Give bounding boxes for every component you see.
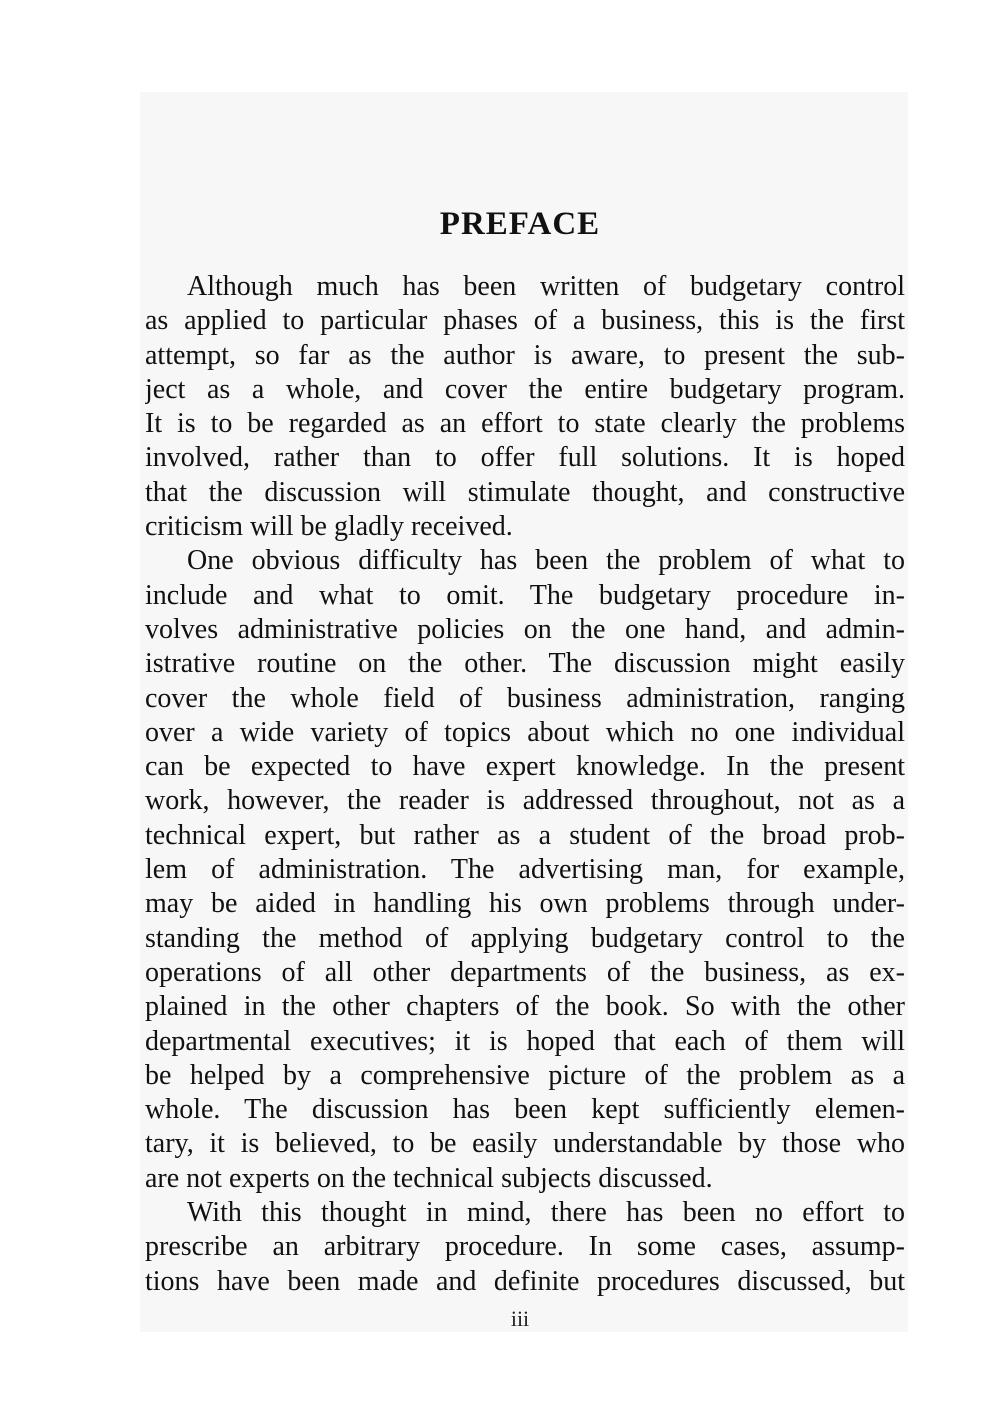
- text-line: attempt, so far as the author is aware, to present the sub-: [145, 339, 905, 371]
- text-line: that the discussion will stimulate thought, and constructive: [145, 476, 905, 508]
- text-line: istrative routine on the other. The discussion might easily: [145, 648, 905, 680]
- text-line: volves administrative policies on the one hand, and admin-: [145, 613, 905, 645]
- text-line: be helped by a comprehensive picture of the problem as a: [145, 1059, 905, 1091]
- text-line: Although much has been written of budgetary control: [187, 271, 905, 302]
- text-line: may be aided in handling his own problems through under-: [145, 888, 905, 920]
- text-line: tary, it is believed, to be easily understandable by those who: [145, 1128, 905, 1160]
- page-number: iii: [510, 1306, 530, 1331]
- text-line: plained in the other chapters of the book. So with the other: [145, 991, 905, 1023]
- paragraph-1: [145, 270, 905, 544]
- text-line: departmental executives; it is hoped that each of them will: [145, 1025, 905, 1057]
- text-line: work, however, the reader is addressed throughout, not as a: [145, 785, 905, 817]
- text-line: include and what to omit. The budgetary procedure in-: [145, 579, 905, 611]
- text-line: standing the method of applying budgetary control to the: [145, 922, 905, 954]
- text-line: cover the whole field of business administration, ranging: [145, 682, 905, 714]
- text-line: ject as a whole, and cover the entire budgetary program.: [145, 373, 905, 405]
- text-line: involved, rather than to offer full solutions. It is hoped: [145, 442, 905, 474]
- paragraph-2: [145, 544, 905, 1196]
- text-line: criticism will be gladly received.: [145, 511, 513, 543]
- paragraph-3: [145, 1196, 905, 1299]
- text-line: over a wide variety of topics about which no one individual: [145, 716, 905, 748]
- text-line: With this thought in mind, there has been no effort to: [187, 1197, 905, 1229]
- text-line: can be expected to have expert knowledge. In the present: [145, 751, 905, 783]
- text-line: lem of administration. The advertising man, for example,: [145, 854, 905, 886]
- text-line: are not experts on the technical subjects discussed.: [145, 1162, 713, 1194]
- text-line: whole. The discussion has been kept sufficiently elemen-: [145, 1094, 905, 1126]
- text-line: It is to be regarded as an effort to state clearly the problems: [145, 408, 905, 440]
- page-title: PREFACE: [439, 206, 601, 242]
- preface-body: [145, 270, 905, 1299]
- text-line: prescribe an arbitrary procedure. In some cases, assump-: [145, 1231, 905, 1263]
- text-line: as applied to particular phases of a business, this is the first: [145, 305, 905, 337]
- text-line: tions have been made and definite procedures discussed, but: [145, 1265, 905, 1297]
- text-line: operations of all other departments of the business, as ex-: [145, 956, 905, 988]
- text-line: One obvious difficulty has been the problem of what to: [187, 545, 905, 577]
- text-line: technical expert, but rather as a student of the broad prob-: [145, 819, 905, 851]
